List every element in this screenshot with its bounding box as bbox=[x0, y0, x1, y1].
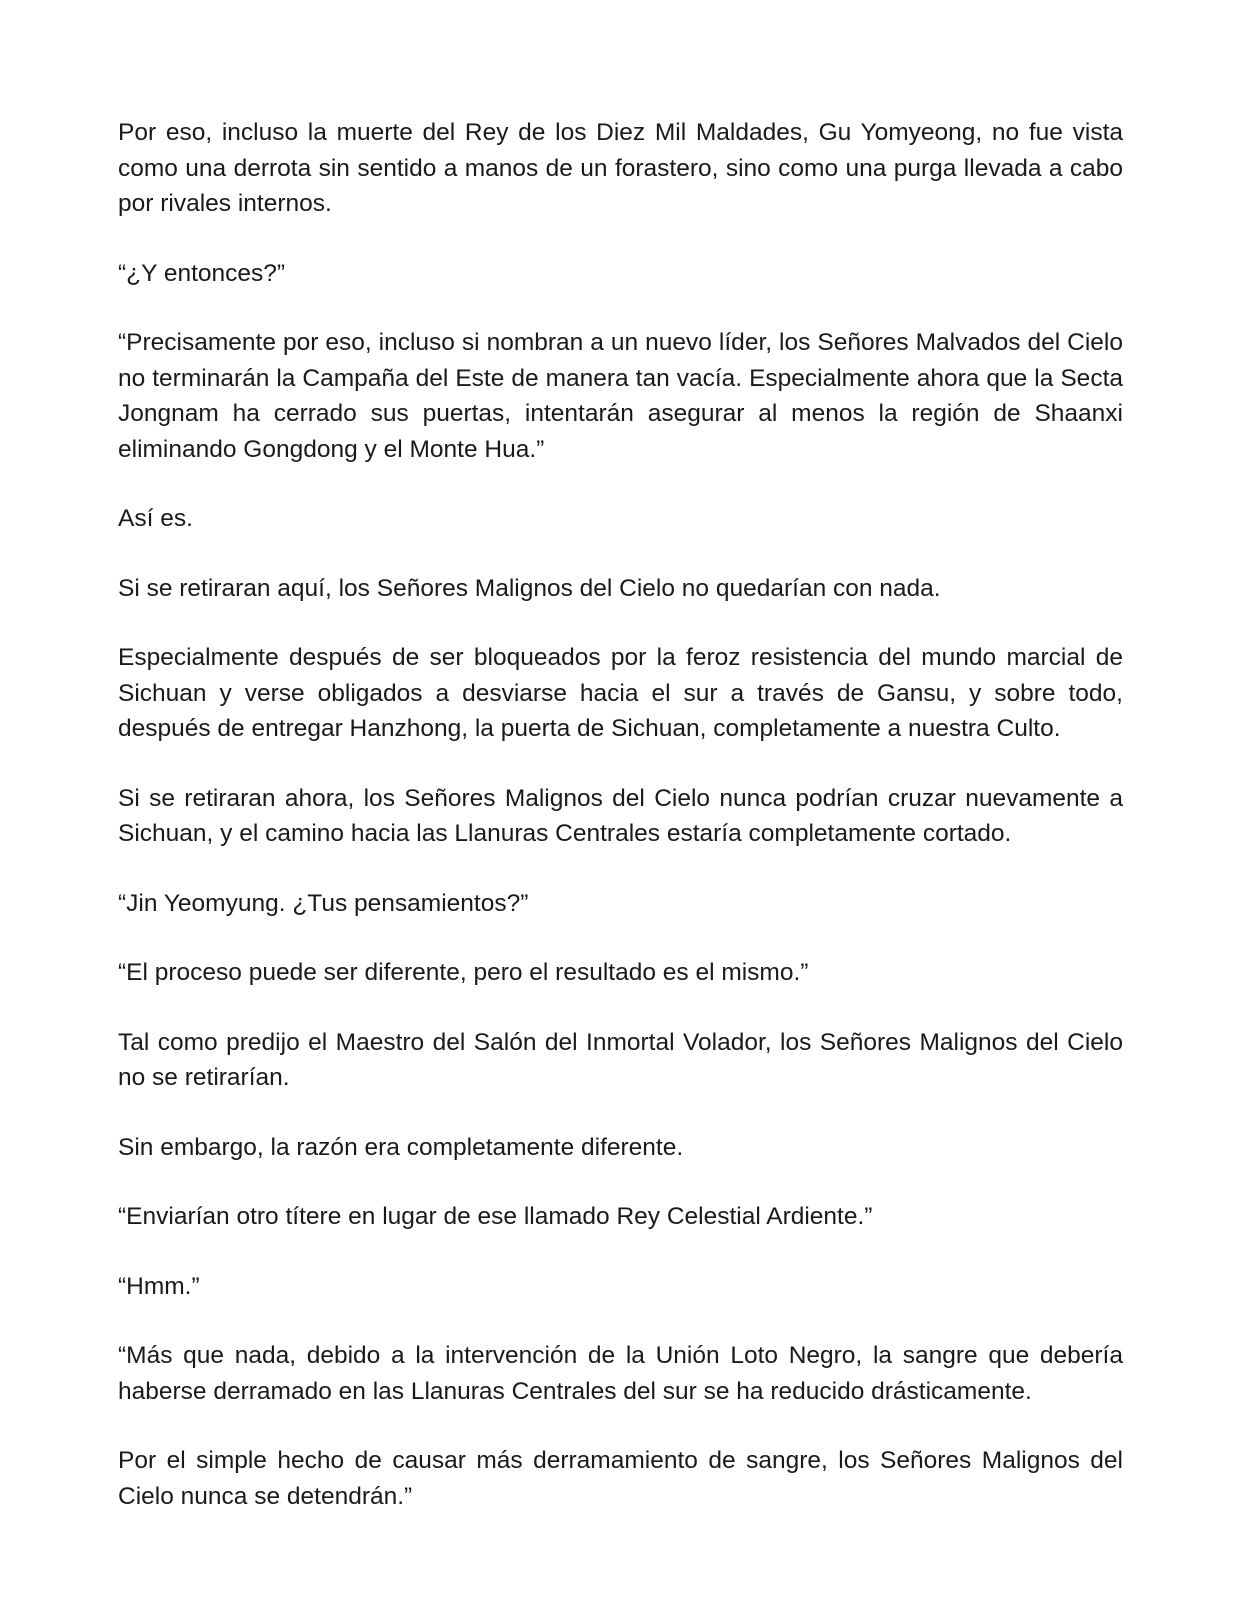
paragraph: “Jin Yeomyung. ¿Tus pensamientos?” bbox=[118, 889, 529, 917]
document-page bbox=[118, 115, 1123, 1548]
paragraph: Por el simple hecho de causar más derramamiento de sangre, los Señores Malignos del Cielo nunca se detendrán.” bbox=[118, 1447, 1123, 1510]
paragraph: Tal como predijo el Maestro del Salón del Inmortal Volador, los Señores Malignos del Cielo no se retirarían. bbox=[118, 1028, 1123, 1091]
paragraph: Por eso, incluso la muerte del Rey de los Diez Mil Maldades, Gu Yomyeong, no fue vista como una derrota sin sentido a manos de un forastero, sino como una purga llevada a cabo por rivales internos. bbox=[118, 119, 1123, 217]
paragraph: “Hmm.” bbox=[118, 1272, 200, 1300]
paragraph: “El proceso puede ser diferente, pero el resultado es el mismo.” bbox=[118, 959, 809, 986]
paragraph: Especialmente después de ser bloqueados por la feroz resistencia del mundo marcial de Sichuan y verse obligados a desviarse hacia el sur a través de Gansu, y sobre todo, después de entregar Hanzhong, la puerta de Sichuan, completamente a nuestra Culto. bbox=[118, 644, 1123, 742]
paragraph: Si se retiraran aquí, los Señores Malignos del Cielo no quedarían con nada. bbox=[118, 574, 941, 602]
paragraph: “¿Y entonces?” bbox=[118, 259, 286, 287]
paragraph: “Enviarían otro títere en lugar de ese llamado Rey Celestial Ardiente.” bbox=[118, 1203, 873, 1230]
paragraph: “Más que nada, debido a la intervención de la Unión Loto Negro, la sangre que debería haberse derramado en las Llanuras Centrales del sur se ha reducido drásticamente. bbox=[118, 1342, 1123, 1405]
paragraph: “Precisamente por eso, incluso si nombran a un nuevo líder, los Señores Malvados del Cielo no terminarán la Campaña del Este de manera tan vacía. Especialmente ahora que la Secta Jongnam ha cerrado sus puertas, intentarán asegurar al menos la región de Shaanxi eliminando Gongdong y el Monte Hua.” bbox=[118, 329, 1123, 463]
paragraph: Sin embargo, la razón era completamente diferente. bbox=[118, 1133, 684, 1161]
paragraph: Así es. bbox=[118, 505, 193, 532]
paragraph: Si se retiraran ahora, los Señores Malignos del Cielo nunca podrían cruzar nuevamente a Sichuan, y el camino hacia las Llanuras Centrales estaría completamente cortado. bbox=[118, 784, 1123, 847]
